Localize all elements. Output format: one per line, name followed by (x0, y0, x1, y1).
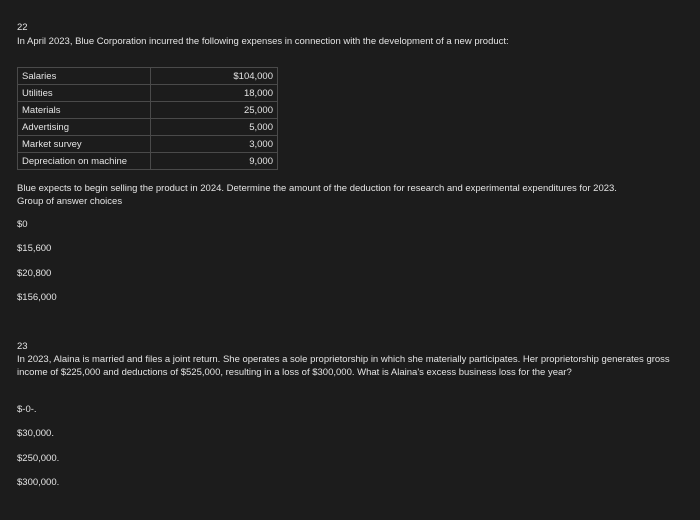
expense-label: Utilities (18, 85, 151, 102)
table-row (18, 119, 278, 136)
table-row (18, 102, 278, 119)
expense-label: Advertising (18, 119, 151, 136)
table-row (18, 153, 278, 170)
question-22-number: 22 (17, 22, 28, 33)
question-23-number: 23 (17, 341, 28, 352)
expenses-table (17, 67, 278, 170)
expense-value: 3,000 (151, 136, 278, 153)
expense-value: 9,000 (151, 153, 278, 170)
table-row (18, 68, 278, 85)
answer-choice[interactable]: $20,800 (17, 268, 52, 279)
expense-label: Market survey (18, 136, 151, 153)
answer-choice[interactable]: $15,600 (17, 243, 52, 254)
question-22-text: In April 2023, Blue Corporation incurred the following expenses in connection with the development of a new product: (17, 36, 509, 47)
answer-choice[interactable]: $156,000 (17, 292, 57, 303)
expense-label: Salaries (18, 68, 151, 85)
answer-choice[interactable]: $-0-. (17, 404, 37, 415)
question-23-text: In 2023, Alaina is married and files a joint return. She operates a sole proprietorship in which she materially participates. Her proprietorship generates gross income of $225,000 and deductions of $525,000, resulting in a loss of $300,000. What is Alaina's excess business loss for the year? (17, 354, 670, 378)
answer-choice[interactable]: $250,000. (17, 453, 60, 464)
expense-value: 18,000 (151, 85, 278, 102)
expense-label: Depreciation on machine (18, 153, 151, 170)
expense-value: $104,000 (151, 68, 278, 85)
question-22-followup: Blue expects to begin selling the product in 2024. Determine the amount of the deduction for research and experimental expenditures for 2023. (17, 183, 617, 194)
answer-choice[interactable]: $30,000. (17, 428, 54, 439)
answer-choice[interactable]: $300,000. (17, 477, 60, 488)
expense-label: Materials (18, 102, 151, 119)
expense-value: 25,000 (151, 102, 278, 119)
table-row (18, 85, 278, 102)
answer-choice[interactable]: $0 (17, 219, 28, 230)
answer-choices-label: Group of answer choices (17, 196, 123, 207)
table-row (18, 136, 278, 153)
expense-value: 5,000 (151, 119, 278, 136)
